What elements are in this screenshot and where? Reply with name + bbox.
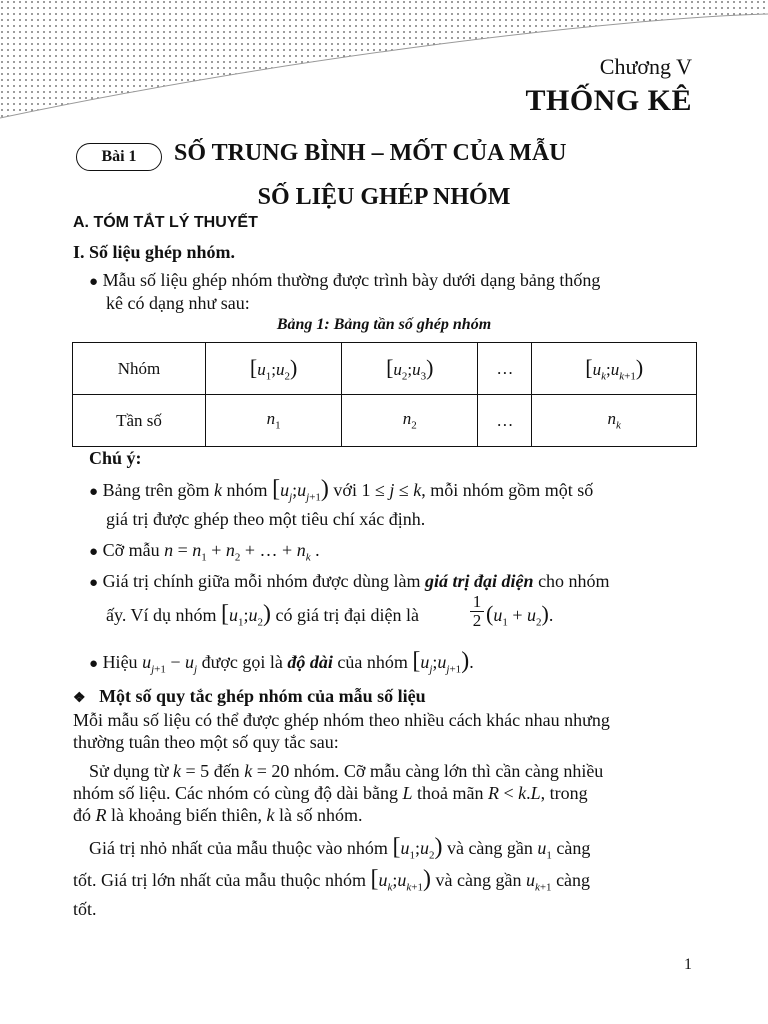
lesson-title-line1: SỐ TRUNG BÌNH – MỐT CỦA MẪU — [174, 140, 567, 166]
lesson-title-line2: SỐ LIỆU GHÉP NHÓM — [257, 184, 511, 210]
table-cell: $[u_k;u_{k+1})$ — [532, 343, 697, 395]
lesson-badge: Bài 1 — [76, 143, 162, 171]
rules-intro-line1: Mỗi mẫu số liệu có thể được ghép nhóm theo nhiều cách khác nhau nhưng — [73, 710, 610, 730]
rule-2-line3: tốt. — [73, 899, 97, 919]
formula-midpoint: $(u_1 + u_2)$. — [486, 601, 554, 629]
bullet-icon: ● — [89, 575, 99, 591]
rule-1-line1: Sử dụng từ k = 5 đến k = 20 nhóm. Cỡ mẫu càng lớn thì cần càng nhiều — [89, 761, 604, 781]
rule-1-line2: nhóm số liệu. Các nhóm có cùng độ dài bằng L thoả mãn R < k.L, trong — [73, 783, 588, 803]
rule-1-line3: đó R là khoảng biến thiên, k là số nhóm. — [73, 805, 363, 825]
table-caption: Bảng 1: Bảng tần số ghép nhóm — [276, 316, 492, 333]
note-bullet-2: ● Cỡ mẫu $n = n_1 + n_2$ + … + $n_k$ . — [89, 540, 320, 564]
table-cell: $[u_1;u_2)$ — [206, 343, 342, 395]
bullet-icon: ● — [89, 544, 99, 560]
formula-length: $u_{j+1} - u_j$ — [142, 652, 198, 676]
note-title: Chú ý: — [89, 448, 142, 468]
bullet-icon: ● — [89, 274, 99, 290]
row-label-frequency: Tần số — [73, 395, 206, 447]
table-cell: $n_1$ — [206, 395, 342, 447]
page-number: 1 — [684, 956, 692, 973]
formula-fraction-half: 1 2 — [470, 593, 484, 630]
row-label-group: Nhóm — [73, 343, 206, 395]
frequency-table — [72, 342, 697, 447]
rules-intro-line2: thường tuân theo một số quy tắc sau: — [73, 732, 339, 752]
formula-range: 1 ≤ j ≤ k — [361, 480, 422, 500]
table-row — [73, 343, 697, 395]
table-row — [73, 395, 697, 447]
note-bullet-3: ● Giá trị chính giữa mỗi nhóm được dùng làm giá trị đại diện cho nhóm — [89, 571, 610, 591]
note-bullet-3-line2: ấy. Ví dụ nhóm $[u_1;u_2)$ có giá trị đại diện là — [106, 601, 419, 629]
chapter-title: THỐNG KÊ — [525, 84, 692, 117]
section-i-heading: I. Số liệu ghép nhóm. — [73, 242, 236, 262]
diamond-bullet-icon: ❖ — [73, 691, 86, 706]
note-bullet-1-line2: giá trị được ghép theo một tiêu chí xác định. — [106, 509, 426, 529]
rule-2-line1: Giá trị nhỏ nhất của mẫu thuộc vào nhóm $[u_1;u_2)$ và càng gần $u_1$ càng — [89, 834, 591, 862]
bullet-icon: ● — [89, 484, 99, 500]
rule-2-line2: tốt. Giá trị lớn nhất của mẫu thuộc nhóm $[u_k;u_{k+1})$ và càng gần $u_{k+1}$ càng — [73, 866, 591, 894]
note-bullet-4: ● Hiệu $u_{j+1} - u_j$ được gọi là độ dài của nhóm $[u_j;u_{j+1})$. — [89, 648, 474, 676]
intro-bullet-line2: kê có dạng như sau: — [106, 293, 250, 313]
intro-bullet: ● Mẫu số liệu ghép nhóm thường được trình bày dưới dạng bảng thống — [89, 270, 601, 290]
note-bullet-1: ● Bảng trên gồm k nhóm $[u_j;u_{j+1})$ với 1 ≤ j ≤ k, mỗi nhóm gồm một số — [89, 476, 594, 504]
formula-sample-size: n — [164, 540, 174, 560]
chapter-label: Chương V — [599, 54, 692, 79]
table-cell-ellipsis: … — [478, 395, 532, 447]
table-cell: $n_k$ — [532, 395, 697, 447]
formula-group-j: $[u_j;u_{j+1})$ — [272, 476, 329, 504]
table-cell: $[u_2;u_3)$ — [342, 343, 478, 395]
table-cell-ellipsis: … — [478, 343, 532, 395]
bullet-icon: ● — [89, 656, 99, 672]
rules-heading: ❖ Một số quy tắc ghép nhóm của mẫu số liệu — [73, 686, 426, 706]
table-cell: $n_2$ — [342, 395, 478, 447]
section-a-heading: A. TÓM TẮT LÝ THUYẾT — [73, 214, 258, 231]
